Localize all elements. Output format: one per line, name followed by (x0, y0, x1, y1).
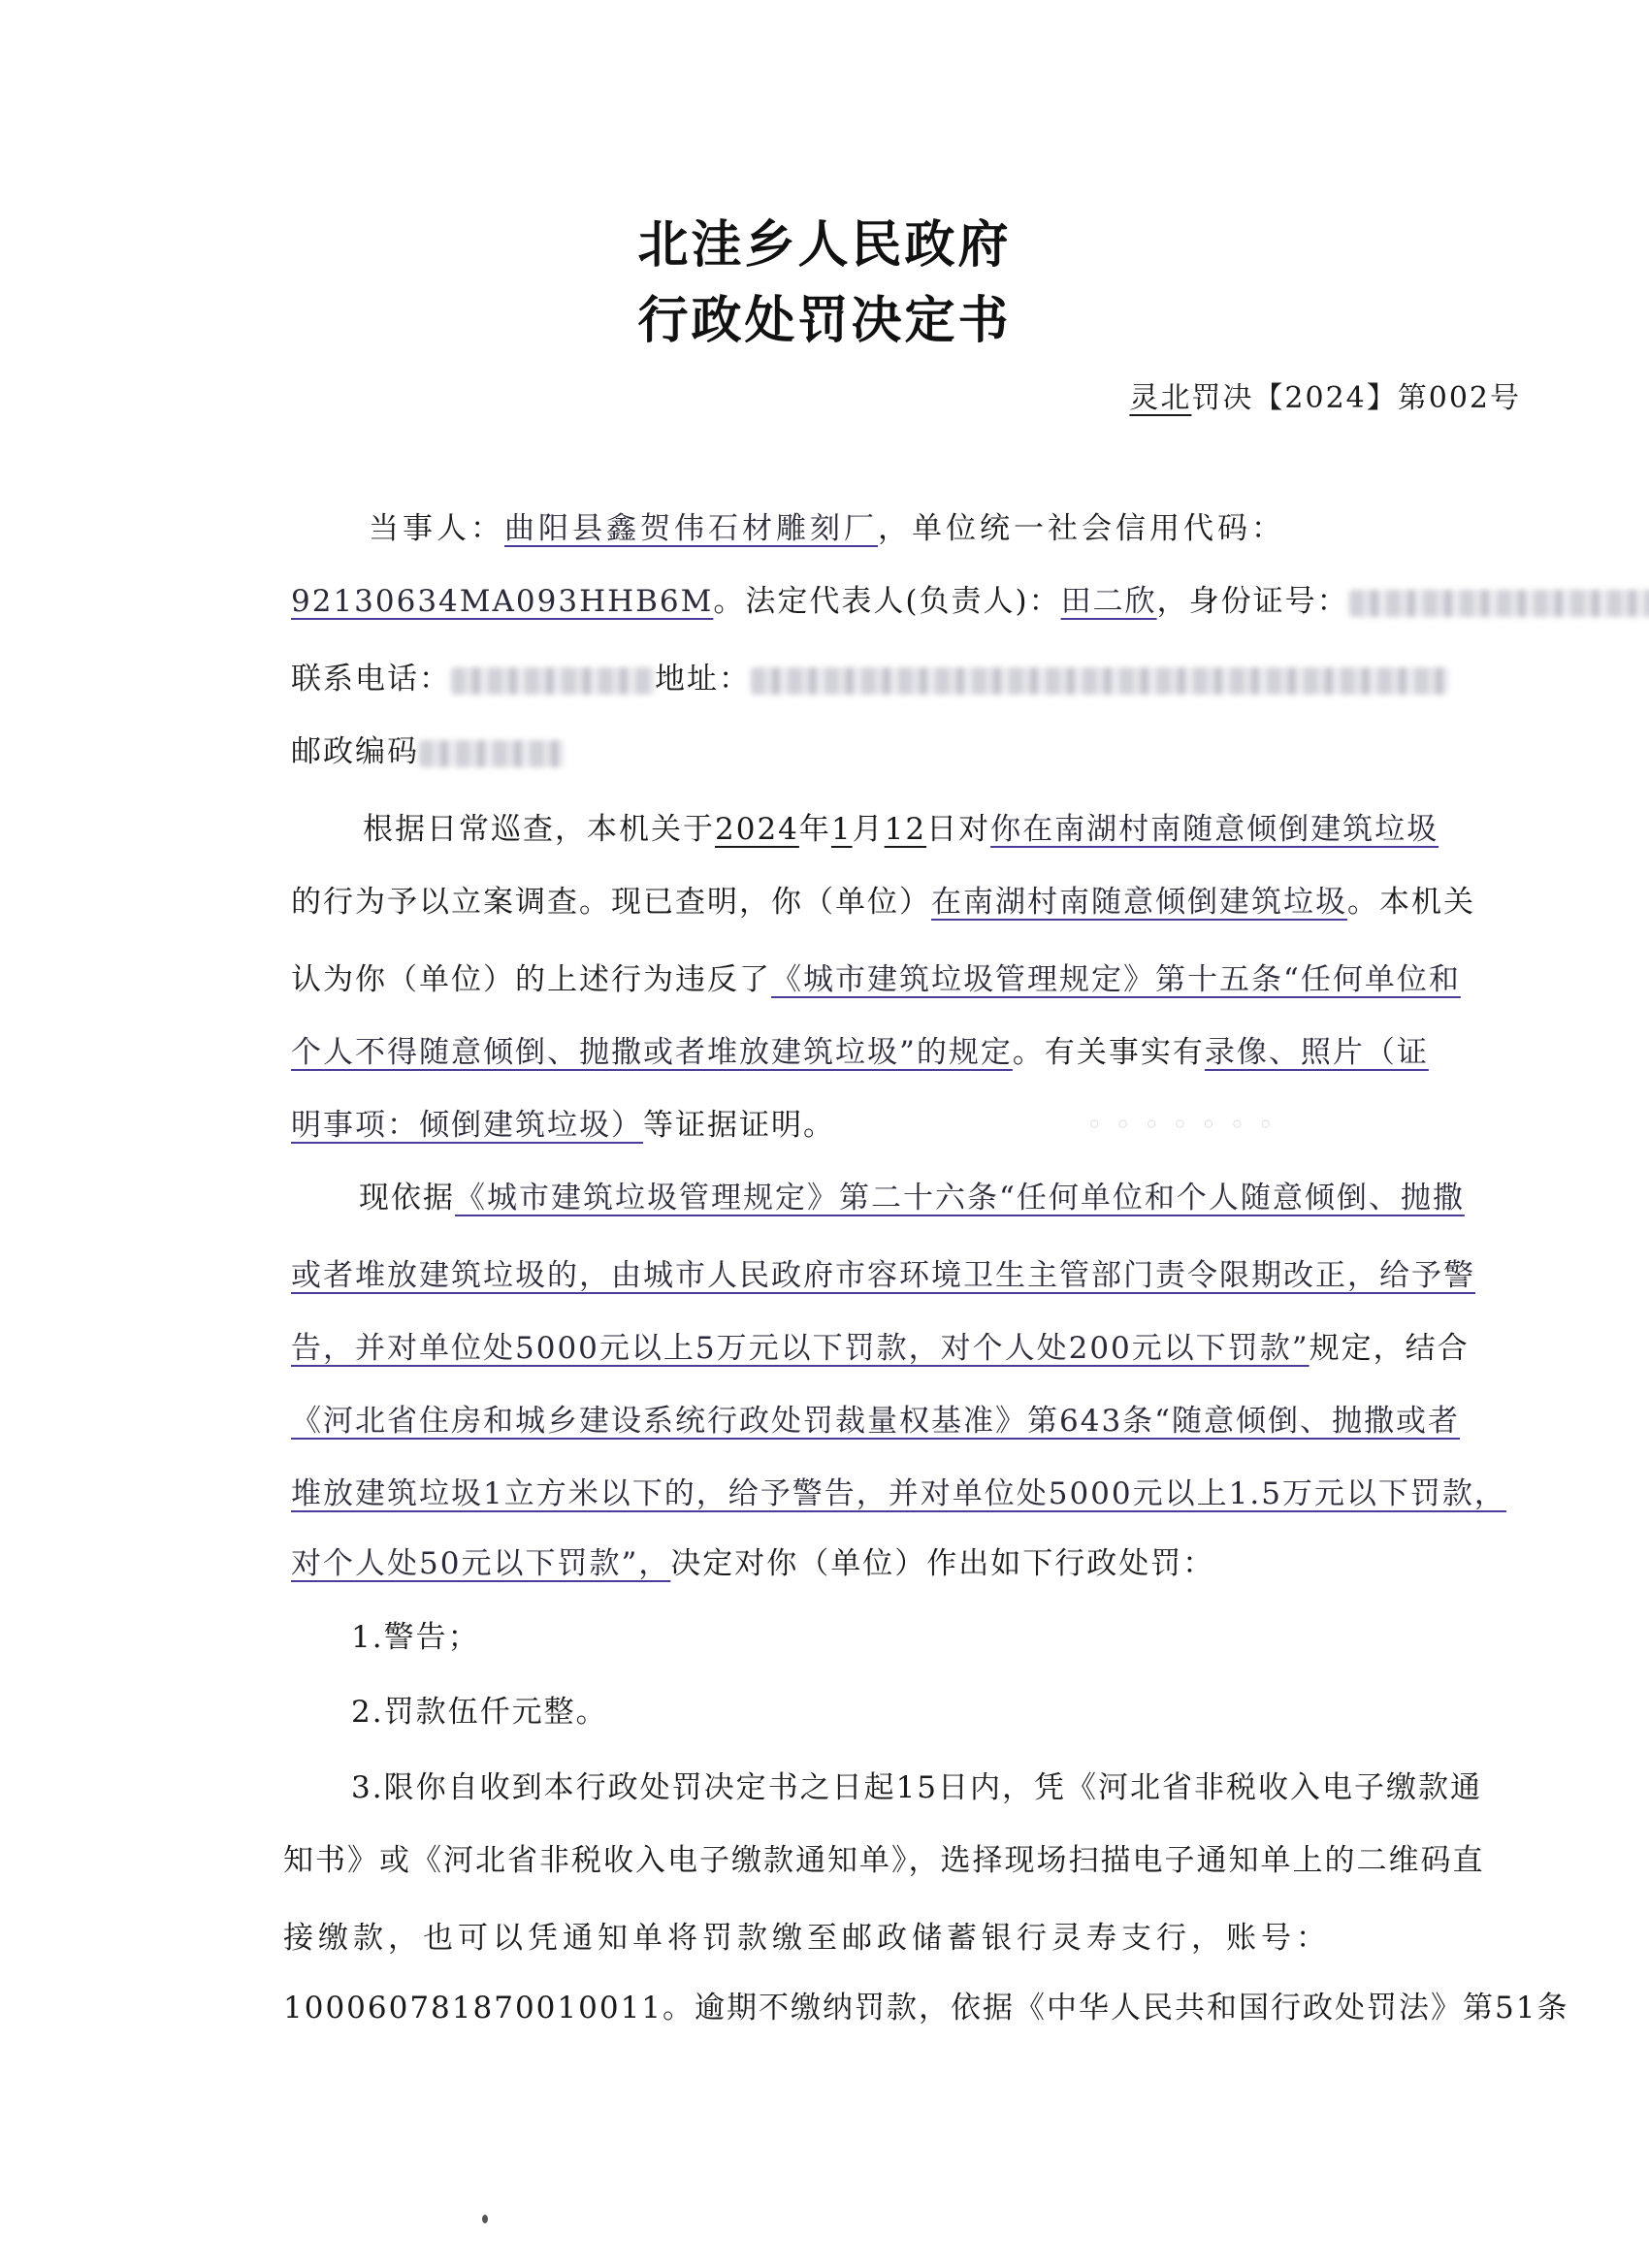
case-month: 1 (830, 812, 853, 847)
facts-line-2 (291, 883, 1513, 922)
representative-name: 田二欣 (1060, 584, 1157, 619)
basis-text: 规定，结合 (1309, 1331, 1470, 1366)
paper-speck (482, 2215, 488, 2223)
phone-label: 联系电话： (291, 662, 451, 697)
facts-text: 。本机关 (1347, 885, 1475, 920)
basis-line-5: 堆放建筑垃圾1立方米以下的，给予警告，并对单位处5000元以上1.5万元以下罚款， (291, 1476, 1506, 1511)
evidence-description: 录像、照片（证 (1204, 1035, 1429, 1070)
month-unit: 月 (852, 812, 885, 847)
facts-text: 认为你（单位）的上述行为违反了 (291, 962, 771, 997)
penalty-item-2: 2.罚款伍仟元整。 (351, 1695, 608, 1730)
year-unit: 年 (798, 812, 831, 847)
address-label: 地址： (655, 662, 751, 697)
basis-line-4: 《河北省住房和城乡建设系统行政处罚裁量权基准》第643条“随意倾倒、抛撒或者 (291, 1404, 1461, 1439)
case-day: 12 (884, 812, 927, 847)
basis-line-2: 或者堆放建筑垃圾的，由城市人民政府市容环境卫生主管部门责令限期改正，给予警 (291, 1258, 1475, 1293)
party-line-1 (369, 509, 1504, 548)
facts-line-4 (291, 1033, 1513, 1072)
violation-finding: 在南湖村南随意倾倒建筑垃圾 (931, 885, 1347, 920)
party-line-3 (291, 660, 1513, 698)
credit-code-value: 92130634MA093HHB6M (291, 584, 714, 619)
postal-code-label: 邮政编码 (291, 734, 419, 769)
doc-number-prefix: 灵北 (1129, 381, 1192, 415)
document-number (1129, 373, 1521, 416)
id-number-label: ，身份证号： (1156, 584, 1349, 619)
facts-text: 的行为予以立案调查。现已查明，你（单位） (291, 885, 931, 920)
violated-regulation: 《城市建筑垃圾管理规定》第十五条“任何单位和 (771, 962, 1461, 997)
document-title-line2: 行政处罚决定书 (637, 292, 1012, 350)
evidence-description-cont: 明事项：倾倒建筑垃圾） (291, 1108, 643, 1143)
facts-text: 根据日常巡查，本机关于 (363, 812, 715, 847)
bleed-through-text: ◦ ◦ ◦ ◦ ◦ ◦ ◦ (1086, 1109, 1277, 1141)
representative-label: 。法定代表人(负责人)： (713, 584, 1061, 619)
party-line-4 (291, 732, 1513, 771)
penalty-regulation: 《城市建筑垃圾管理规定》第二十六条“任何单位和个人随意倾倒、抛撒 (455, 1181, 1465, 1215)
redacted-phone (451, 667, 655, 695)
facts-line-5 (291, 1106, 1513, 1145)
document-title-line1: 北洼乡人民政府 (637, 216, 1012, 275)
credit-code-label: ，单位统一社会信用代码： (878, 511, 1285, 546)
basis-text: 决定对你（单位）作出如下行政处罚： (670, 1546, 1215, 1581)
basis-line-6 (291, 1544, 1513, 1583)
case-year: 2024 (715, 812, 799, 847)
redacted-postal-code (419, 740, 565, 767)
facts-text: 。有关事实有 (1012, 1035, 1205, 1070)
redacted-id-number (1349, 590, 1649, 617)
party-name: 曲阳县鑫贺伟石材雕刻厂 (504, 511, 878, 546)
penalty-item-3-line-4: 100060781870010011。逾期不缴纳罚款，依据《中华人民共和国行政处罚法》第51条 (283, 1991, 1569, 2025)
penalty-item-3-line-1: 3.限你自收到本行政处罚决定书之日起15日内，凭《河北省非税收入电子缴款通 (351, 1770, 1483, 1805)
doc-number-suffix: 罚决【2024】第002号 (1191, 381, 1521, 415)
violated-regulation-cont: 个人不得随意倾倒、抛撒或者堆放建筑垃圾”的规定 (291, 1035, 1013, 1070)
penalty-item-3-line-2: 知书》或《河北省非税收入电子缴款通知单》，选择现场扫描电子通知单上的二维码直 (283, 1843, 1485, 1878)
penalty-item-3-line-3: 接缴款，也可以凭通知单将罚款缴至邮政储蓄银行灵寿支行，账号： (283, 1921, 1331, 1956)
party-label: 当事人： (369, 511, 504, 546)
facts-text: 等证据证明。 (643, 1108, 835, 1143)
discretion-standard-cont: 对个人处50元以下罚款”， (291, 1546, 671, 1581)
facts-line-1 (363, 810, 1585, 849)
penalty-item-1: 1.警告； (351, 1620, 480, 1655)
violation-description: 你在南湖村南随意倾倒建筑垃圾 (990, 812, 1439, 847)
facts-line-3 (291, 960, 1513, 999)
basis-line-1 (359, 1179, 1581, 1217)
basis-text: 现依据 (359, 1181, 455, 1215)
basis-line-3 (291, 1329, 1513, 1368)
day-unit: 日对 (926, 812, 991, 847)
redacted-address (751, 667, 1449, 695)
penalty-regulation-cont: 告，并对单位处5000元以上5万元以下罚款，对个人处200元以下罚款” (291, 1331, 1310, 1366)
party-line-2 (291, 582, 1513, 621)
